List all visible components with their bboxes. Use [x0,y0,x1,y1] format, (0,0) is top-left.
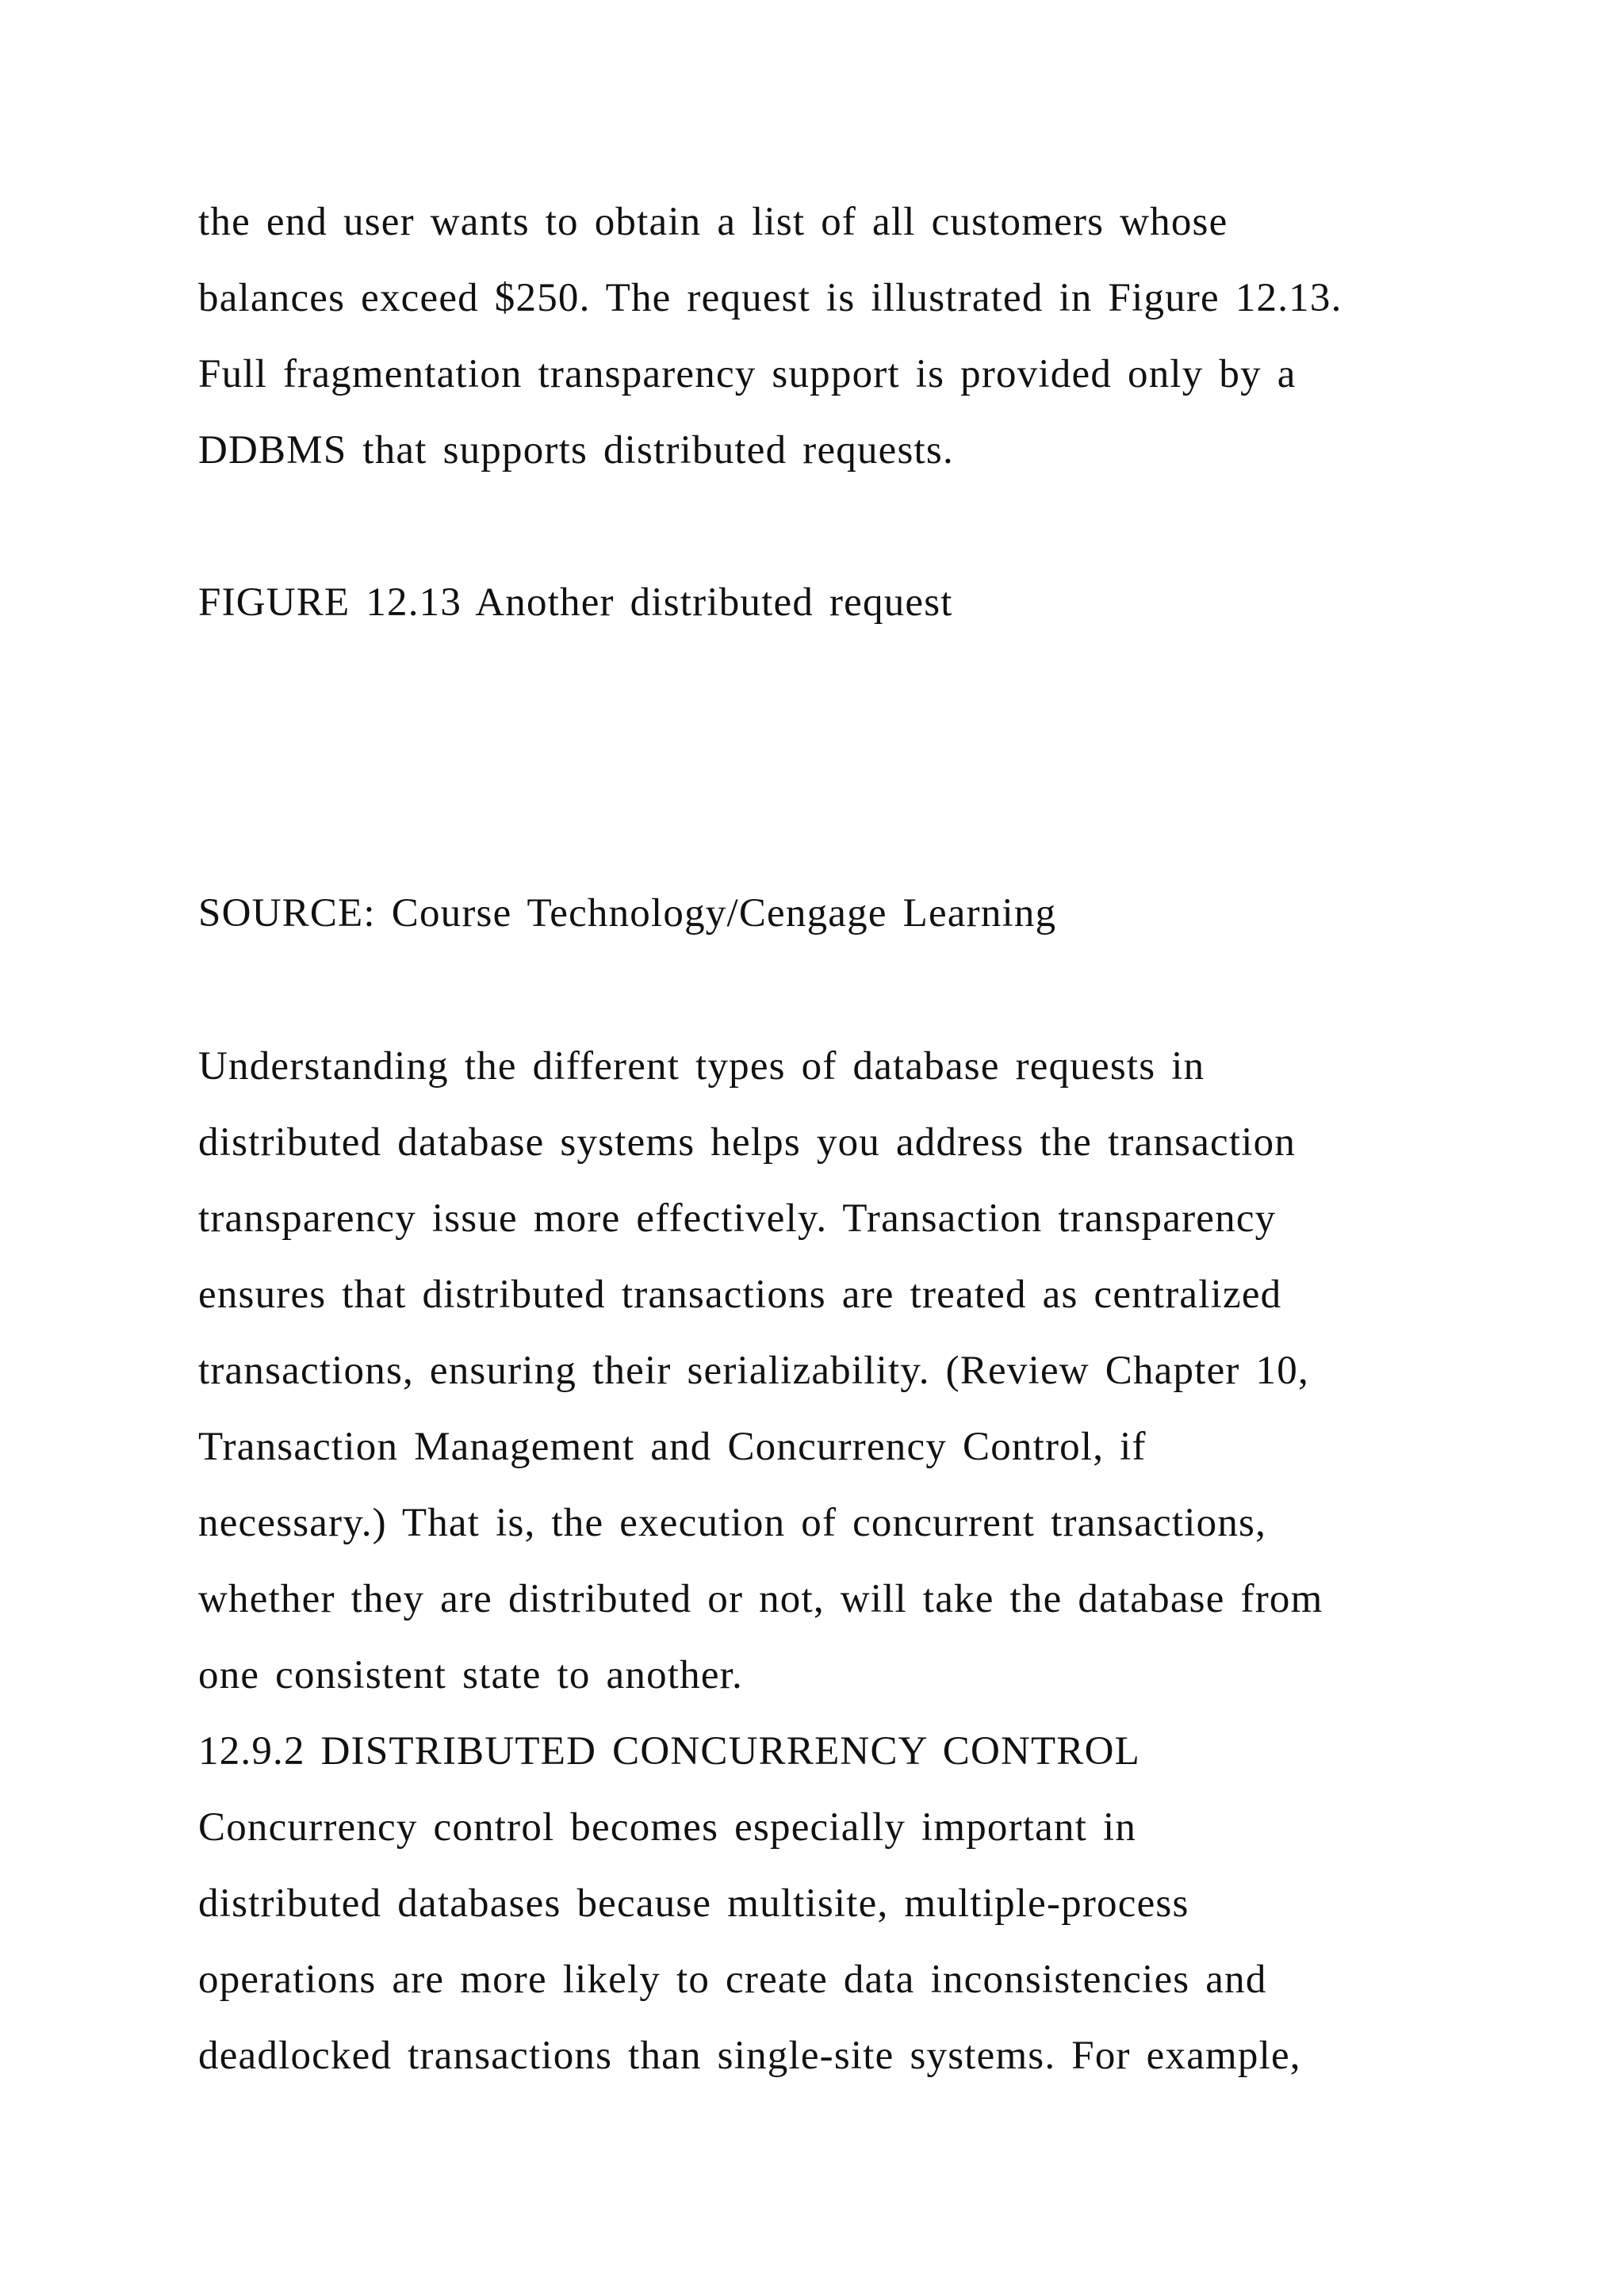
paragraph-1-line-1: the end user wants to obtain a list of all customers whose [198,200,1228,244]
section-line-3: operations are more likely to create data inconsistencies and [198,1957,1267,2002]
section-line-1: Concurrency control becomes especially important in [198,1805,1137,1850]
paragraph-2-line-7: necessary.) That is, the execution of concurrent transactions, [198,1501,1267,1545]
paragraph-1-line-2: balances exceed $250. The request is illustrated in Figure 12.13. [198,276,1342,320]
paragraph-2-line-3: transparency issue more effectively. Transaction transparency [198,1196,1277,1241]
figure-source: SOURCE: Course Technology/Cengage Learning [198,891,1057,936]
paragraph-2-line-2: distributed database systems helps you address the transaction [198,1120,1297,1165]
section-heading: 12.9.2 DISTRIBUTED CONCURRENCY CONTROL [198,1729,1140,1774]
paragraph-2-line-1: Understanding the different types of database requests in [198,1044,1205,1089]
paragraph-2-line-6: Transaction Management and Concurrency Control, if [198,1425,1147,1469]
section-line-2: distributed databases because multisite, multiple-process [198,1881,1189,1926]
paragraph-2-line-8: whether they are distributed or not, will take the database from [198,1577,1323,1621]
paragraph-2-line-5: transactions, ensuring their serializability. (Review Chapter 10, [198,1349,1309,1393]
figure-caption: FIGURE 12.13 Another distributed request [198,580,953,625]
paragraph-1-line-4: DDBMS that supports distributed requests. [198,428,954,473]
paragraph-1-line-3: Full fragmentation transparency support is provided only by a [198,352,1297,396]
paragraph-2-line-9: one consistent state to another. [198,1653,744,1697]
section-line-4: deadlocked transactions than single-site systems. For example, [198,2034,1301,2078]
paragraph-2-line-4: ensures that distributed transactions are treated as centralized [198,1272,1282,1317]
